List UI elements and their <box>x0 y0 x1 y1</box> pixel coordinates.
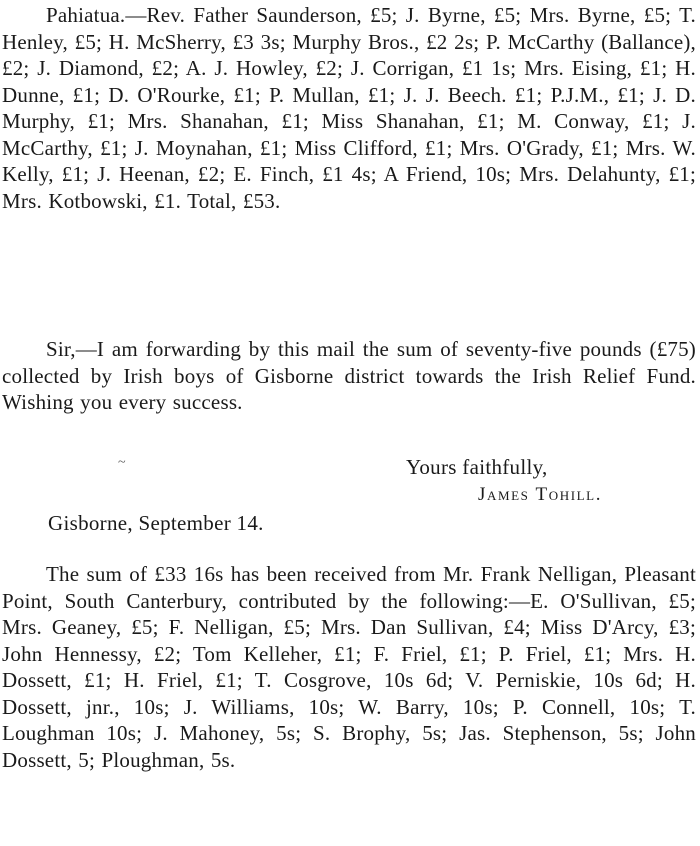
letter-place-date: Gisborne, September 14. <box>48 511 264 535</box>
stray-print-mark: ~ <box>118 455 126 470</box>
pahiatua-subscription-list: Pahiatua.—Rev. Father Saunderson, £5; J. Byrne, £5; Mrs. Byrne, £5; T. Henley, £5; H. McSherry, £3 3s; Murphy Bros., £2 2s; P. McCarthy (Ballance), £2; J. Diamond, £2; A. J. Howley, £2; J. Corrigan, £1 1s; Mrs. Eising, £1; H. Dunne, £1; D. O'Rourke, £1; P. Mullan, £1; J. J. Beech. £1; P.J.M., £1; J. D. Murphy, £1; Mrs. Shanahan, £1; Miss Shanahan, £1; M. Conway, £1; J. McCarthy, £1; J. Moynahan, £1; Miss Clifford, £1; Mrs. O'Grady, £1; Mrs. W. Kelly, £1; J. Heenan, £2; E. Finch, £1 4s; A Friend, 10s; Mrs. Delahunty, £1; Mrs. Kotbowski, £1. Total, £53. <box>2 3 696 213</box>
gisborne-letter-body: Sir,—I am forwarding by this mail the sum of seventy-five pounds (£75) collected by Irish boys of Gisborne district towards the Irish Relief Fund. Wishing you every success. <box>2 337 696 414</box>
pleasant-point-subscription-list: The sum of £33 16s has been received from Mr. Frank Nelligan, Pleasant Point, South Canterbury, contributed by the following:—E. O'Sullivan, £5; Mrs. Geaney, £5; F. Nelligan, £5; Mrs. Dan Sullivan, £4; Miss D'Arcy, £3; John Hennessy, £2; Tom Kelleher, £1; F. Friel, £1; P. Friel, £1; Mrs. H. Dossett, £1; H. Friel, £1; T. Cosgrove, 10s 6d; V. Perniskie, 10s 6d; H. Dossett, jnr., 10s; J. Williams, 10s; W. Barry, 10s; P. Connell, 10s; T. Loughman 10s; J. Mahoney, 5s; S. Brophy, 5s; Jas. Stephenson, 5s; John Dossett, 5; Ploughman, 5s. <box>2 562 696 772</box>
letter-closing: Yours faithfully, <box>406 455 548 479</box>
letter-signature: James Tohill. <box>478 484 603 505</box>
